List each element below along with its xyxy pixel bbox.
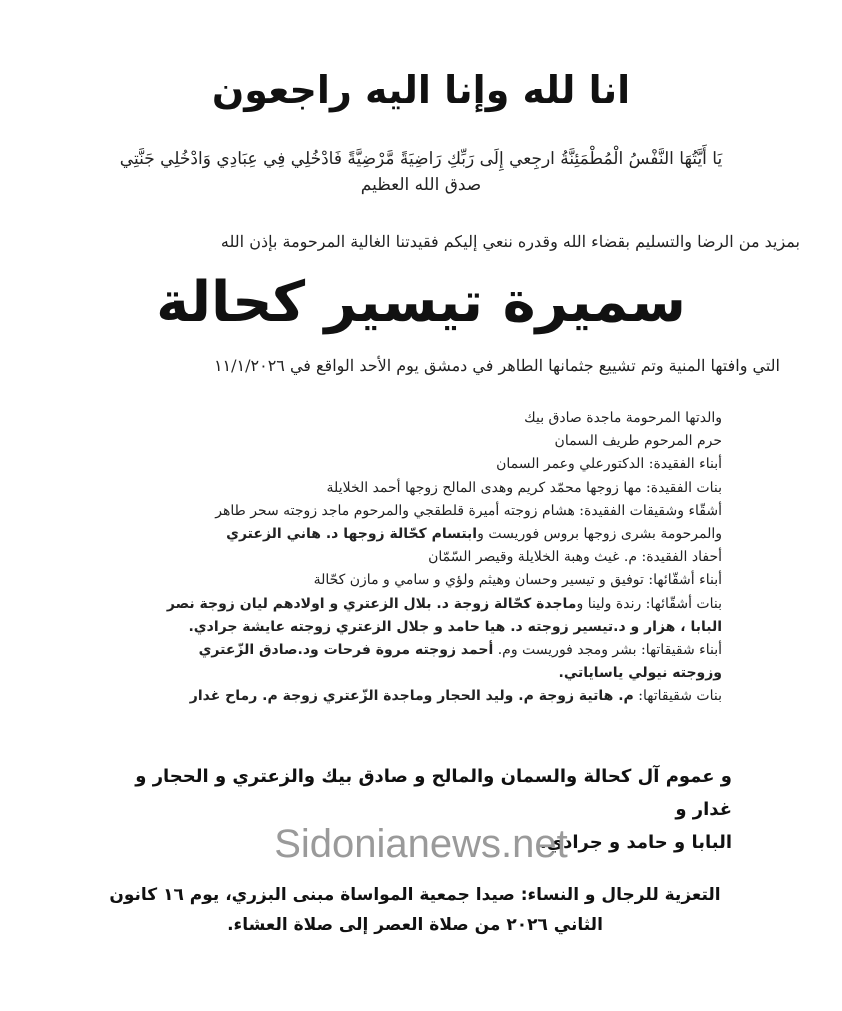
condolence-line-1: التعزية للرجال و النساء: صيدا جمعية المواساة مبنى البزري، يوم ١٦ كانون: [109, 885, 721, 905]
family-sons: أبناء الفقيدة: الدكتورعلي وعمر السمان: [496, 456, 722, 473]
siblings-2-bold: ابتسام كحّالة زوجها د. هاني الزعتري: [226, 526, 478, 543]
family-sister-sons-1: [112, 639, 722, 662]
nieces-bold-2: البابا ، هزار و د.تيسير زوجته د. هيا حامد و جلال الزعتري زوجته عايشة جرادي.: [188, 618, 722, 635]
condolence-info: [90, 880, 740, 940]
headline: انا لله وإنا اليه راجعون: [211, 68, 631, 112]
family-siblings-2: [112, 523, 722, 546]
family-husband: حرم المرحوم طريف السمان: [554, 433, 722, 450]
sister-daughters-plain: بنات شقيقاتها:: [638, 688, 722, 705]
sister-sons-bold-2: وزوجته نيولي ياساياتي.: [558, 665, 722, 682]
siblings-2-plain: والمرحومة بشرى زوجها بروس فوريست و: [477, 526, 722, 543]
family-list: [112, 407, 722, 709]
sister-daughters-bold: م. هاتية زوجة م. وليد الحجار وماجدة الزّعتري زوجة م. رماح غدار: [189, 688, 634, 705]
family-nieces-1: [112, 593, 722, 616]
sister-sons-bold: أحمد زوجته مروة فرحات ود.صادق الزّعتري: [198, 642, 494, 659]
family-daughters: بنات الفقيدة: مها زوجها محمّد كريم وهدى المالح زوجها أحمد الخلايلة: [326, 479, 722, 496]
death-notice: التي وافتها المنية وتم تشييع جثمانها الطاهر في دمشق يوم الأحد الواقع في ١١/١/٢٠٢٦: [213, 356, 780, 375]
quran-verse: [60, 146, 782, 198]
family-siblings-1: أشقّاء وشقيقات الفقيدة: هشام زوجته أميرة قلطقجي والمرحوم ماجد زوجته سحر طاهر: [215, 502, 722, 519]
family-nieces-2: [112, 616, 722, 639]
family-sister-sons-2: [112, 662, 722, 685]
relatives-line-1: و عموم آل كحالة والسمان والمالح و صادق بيك والزعتري و الحجار و غدار و: [135, 766, 732, 820]
nieces-plain: بنات أشقّائها: رندة ولينا و: [576, 595, 722, 612]
family-sister-daughters: [112, 685, 722, 708]
family-nephews: أبناء أشقّائها: توفيق و تيسير وحسان وهيثم ولؤي و سامي و مازن كحّالة: [313, 572, 722, 589]
sister-sons-plain: أبناء شقيقاتها: بشر ومجد فوريست وم.: [497, 642, 722, 659]
relatives-line-2: البابا و حامد و جرادي.: [539, 832, 732, 853]
nieces-bold: ماجدة كحّالة زوجة د. بلال الزعتري و اولادهم ليان زوجة نصر: [166, 595, 577, 612]
verse-attribution: صدق الله العظيم: [360, 175, 482, 195]
family-grandchildren: أحفاد الفقيدة: م. غيث وهبة الخلايلة وقيصر السّمّان: [428, 549, 722, 566]
deceased-name: سميرة تيسير كحالة: [156, 270, 686, 335]
family-mother: والدتها المرحومة ماجدة صادق بيك: [524, 410, 722, 426]
watermark: Sidonianews.net: [274, 822, 568, 866]
intro-text: بمزيد من الرضا والتسليم بقضاء الله وقدره ننعي إليكم فقيدتنا الغالية المرحومة بإذن الله: [220, 232, 800, 251]
condolence-line-2: الثاني ٢٠٢٦ من صلاة العصر إلى صلاة العشاء.: [227, 915, 603, 935]
verse-text: يَا أَيَّتُهَا النَّفْسُ الْمُطْمَئِنَّةُ ارجِعي إِلَى رَبِّكِ رَاضِيَةً مَّرْضِيَّةً فَادْخُلِي فِي عِبَادِي وَادْخُلِي جَنَّتِي: [119, 149, 723, 169]
